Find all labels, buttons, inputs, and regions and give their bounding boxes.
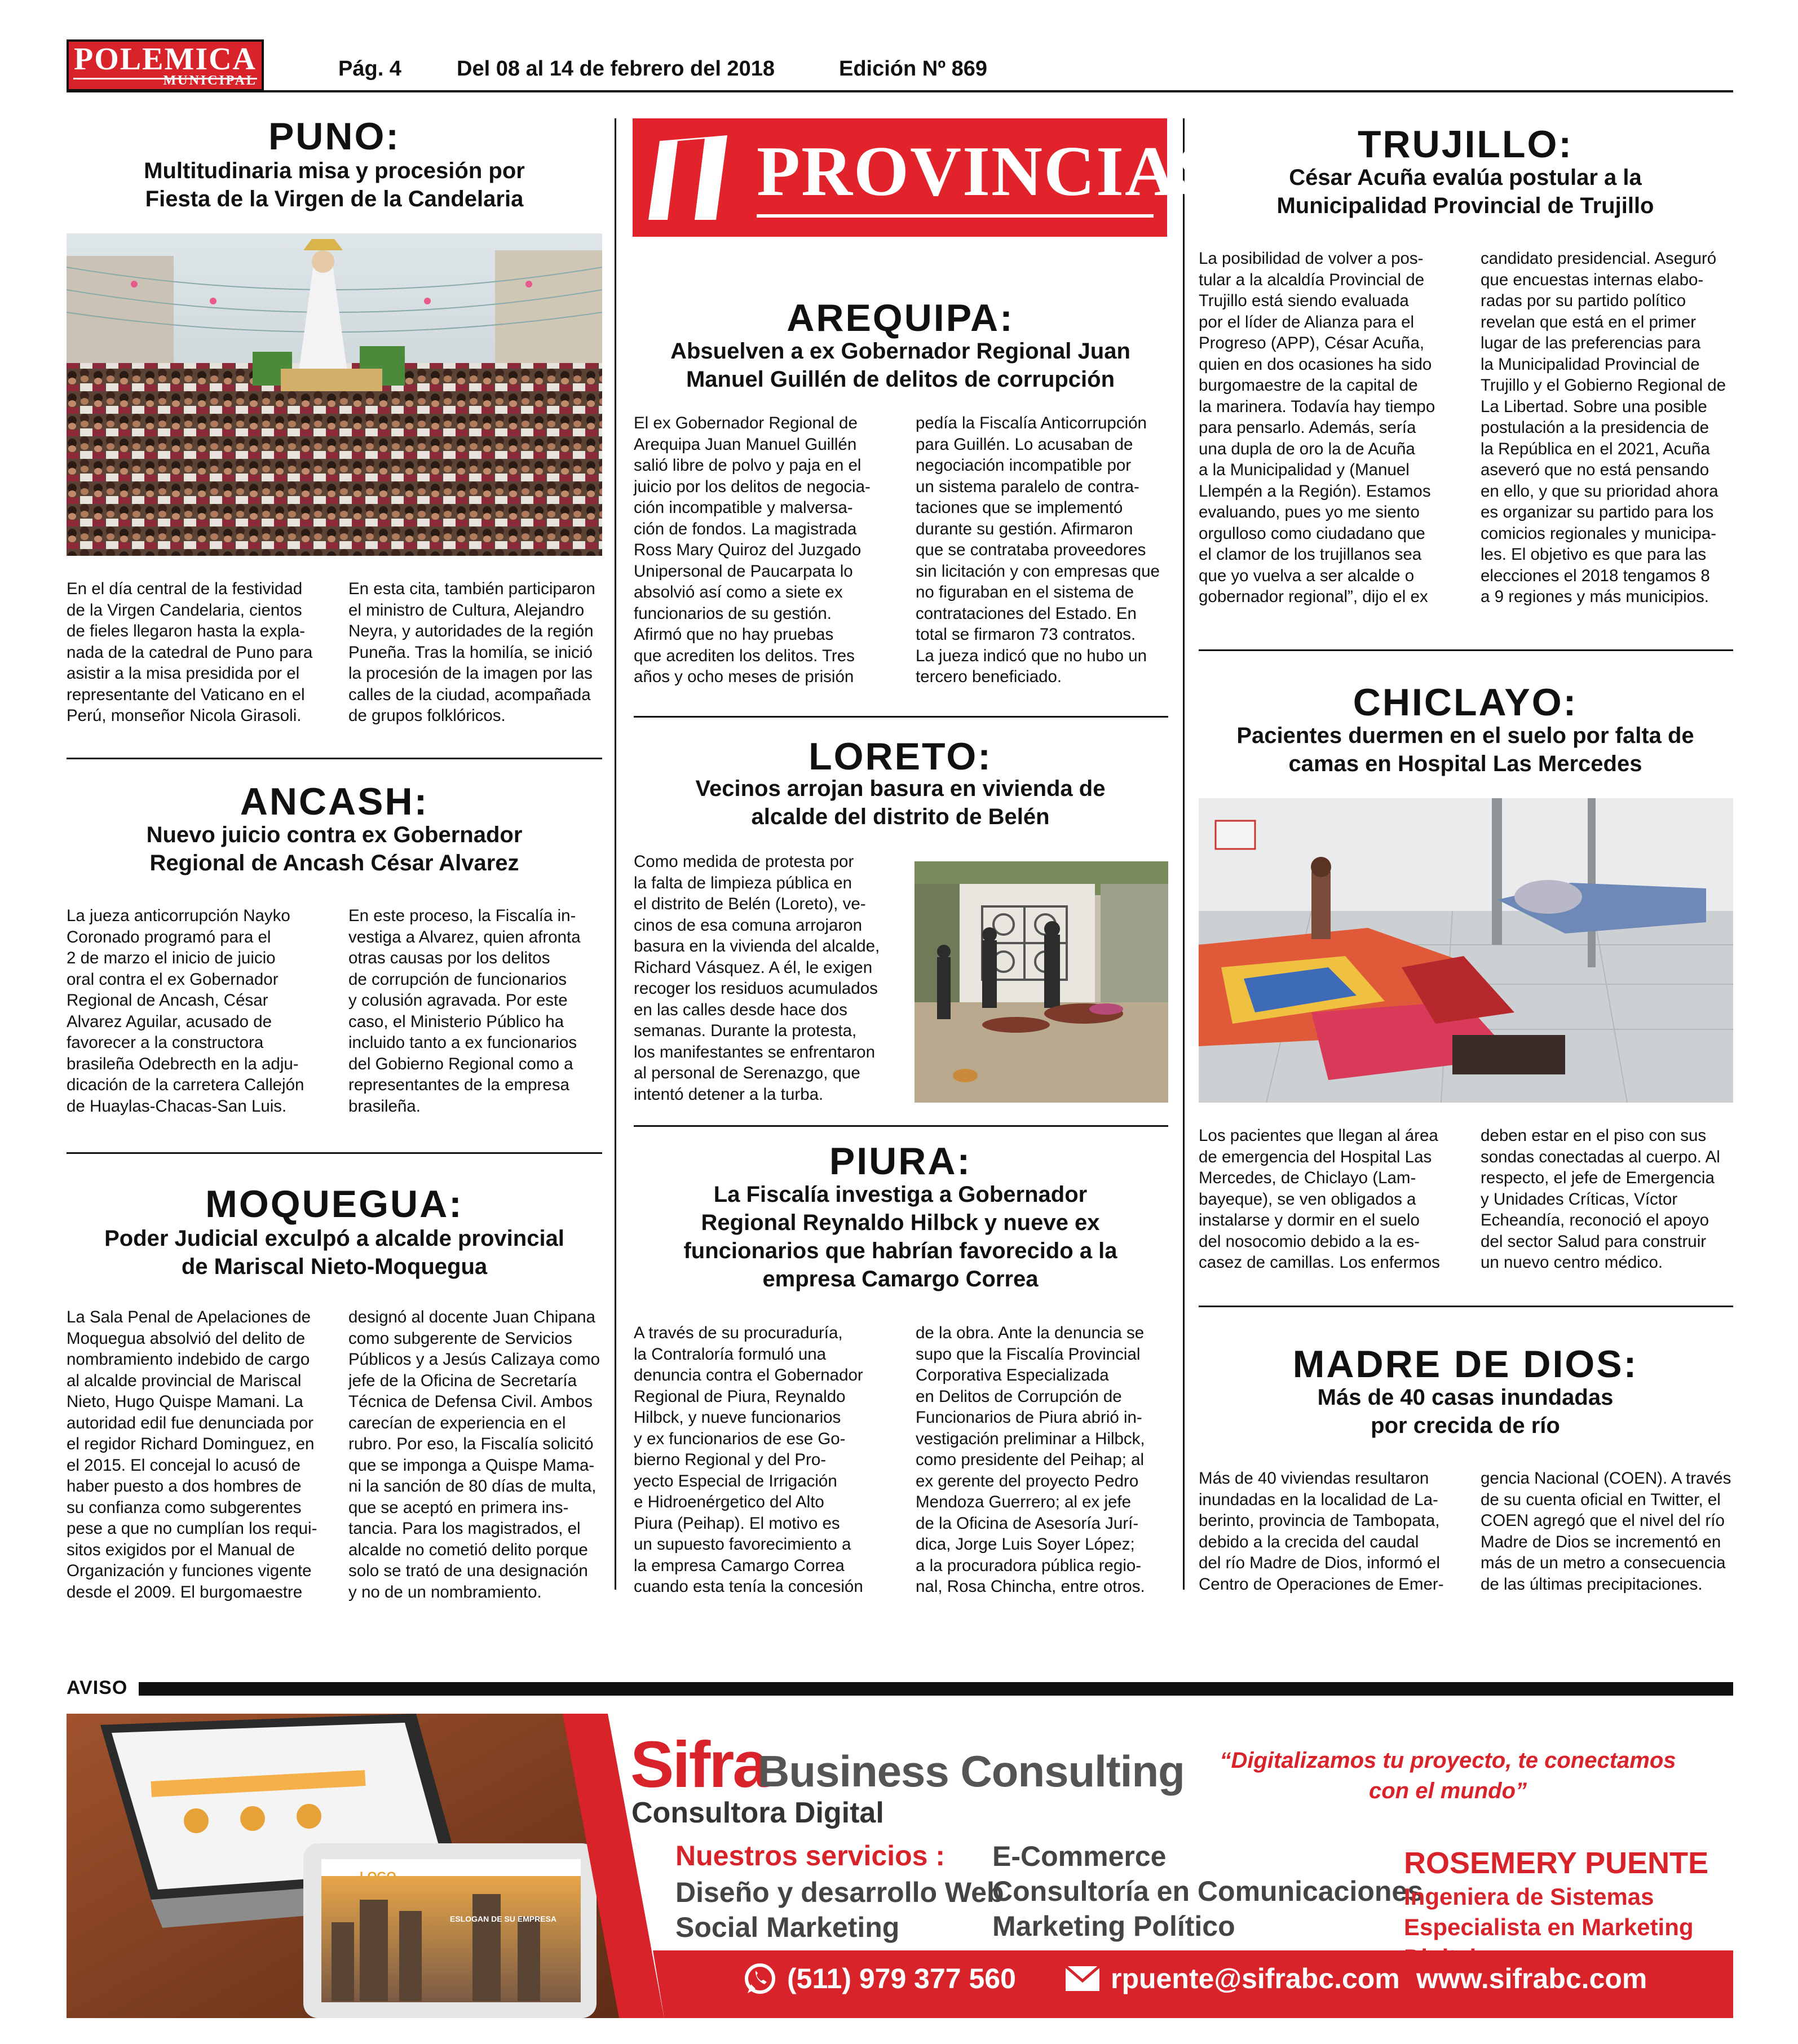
section-place-trujillo: TRUJILLO: — [1357, 123, 1574, 166]
mockup-logo-text: LOGO — [360, 1869, 396, 1883]
headline-loreto: Vecinos arrojan basura en vivienda de alcalde del distrito de Belén — [695, 776, 1106, 829]
ad-website[interactable]: www.sifrabc.com — [1416, 1963, 1647, 1994]
section-place-puno: PUNO: — [268, 115, 401, 158]
ad-services-title: Nuestros servicios : — [675, 1840, 945, 1872]
article-body-puno-col1: En el día central de la festividad de la Virgen Candelaria, cientos de fieles llegaron hasta la expla- nada de la catedral de Puno para asistir a la misa presidida por el representante del Vaticano en el Perú, monseñor Nicola Girasoli. — [67, 579, 313, 725]
section-place-piura: PIURA: — [829, 1140, 972, 1183]
section-banner-text: PROVINCIAS — [757, 132, 1218, 211]
flag-icon — [643, 135, 733, 220]
article-divider — [634, 716, 1168, 718]
photo-puno-procession — [67, 233, 602, 556]
section-place-ancash: ANCASH: — [240, 780, 429, 823]
headline-ancash: Nuevo juicio contra ex Gobernador Regional de Ancash César Alvarez — [146, 822, 523, 875]
column-divider — [1183, 118, 1185, 1590]
headline-moquegua: Poder Judicial exculpó a alcalde provincial de Mariscal Nieto-Moquegua — [104, 1226, 564, 1279]
section-place-moquegua: MOQUEGUA: — [205, 1183, 463, 1225]
ad-subtitle: Consultora Digital — [631, 1797, 884, 1829]
headline-chiclayo: Pacientes duermen en el suelo por falta de camas en Hospital Las Mercedes — [1236, 723, 1694, 776]
article-body-chiclayo-col2: deben estar en el piso con sus sondas conectadas al cuerpo. Al respecto, el jefe de Emergencia y Unidades Críticas, Víctor Echeandía, reconoció el apoyo del sector Salud para construir un nuevo centro médico. — [1481, 1126, 1720, 1272]
advertisement-label: AVISO — [67, 1677, 128, 1698]
ad-person-role: Ingeniera de Sistemas Especialista en Marketing Digital — [1404, 1883, 1694, 1971]
email-icon — [1064, 1965, 1101, 1992]
ad-email[interactable]: rpuente@sifrabc.com — [1111, 1963, 1400, 1994]
edition-number: Edición Nº 869 — [839, 57, 988, 81]
article-body-ancash-col2: En este proceso, la Fiscalía in- vestiga a Alvarez, quien afronta otras causas por los delitos de corrupción de funcionarios y colusión agravada. Por este caso, el Ministerio Público ha incluido tanto a ex funcionarios del Gobierno Regional como a representantes de la empresa brasileña. — [348, 906, 581, 1116]
article-body-piura-col2: de la obra. Ante la denuncia se supo que la Fiscalía Provincial Corporativa Especializada en Delitos de Corrupción de Funcionarios de Piura abrió in- vestigación preliminar a Hilbck, como presidente del Peihap; al ex gerente del proyecto Pedro Mendoza Guerrero; al ex jefe de la Oficina de Asesoría Jurí- dica, Jorge Luis Soyer López; a la procuradora pública regio- nal, Rosa Chincha, entre otros. — [916, 1324, 1145, 1596]
article-body-arequipa-col2: pedía la Fiscalía Anticorrupción para Guillén. Lo acusaban de negociación incompatible por un sistema paralelo de contra- taciones que se implementó durante su gestión. Afirmaron que se contrataba proveedores sin licitación y con empresas que no figuraban en el sistema de contrataciones del Estado. En total se firmaron 73 contratos. La jueza indicó que no hubo un tercero beneficiado. — [916, 414, 1160, 686]
logo-sub-text: MUNICIPAL — [163, 73, 257, 88]
article-body-trujillo-col1: La posibilidad de volver a pos- tular a la alcaldía Provincial de Trujillo está siendo evaluada por el líder de Alianza para el Progreso (APP), César Acuña, quien en dos ocasiones ha sido burgomaestre de la capital de la marinera. Todavía hay tiempo para pensarlo. Además, sería una dupla de oro la de Acuña a la Municipalidad y (Manuel Llempén a la Región). Estamos evaluando, pues yo me siento orgulloso como ciudadano que el clamor de los trujillanos sea que yo vuelva a ser alcalde o gobernador regional”, dijo el ex — [1199, 249, 1435, 606]
article-body-ancash-col1: La jueza anticorrupción Nayko Coronado programó para el 2 de marzo el inicio de juicio oral contra el ex Gobernador Regional de Ancash, César Alvarez Aguilar, acusado de favorecer a la constructora brasileña Odebrecth en la adju- dicación de la carretera Callejón de Huaylas-Chacas-San Luis. — [67, 906, 304, 1116]
logo-main-text: POLEMICA — [74, 42, 257, 77]
page-number: Pág. 4 — [338, 57, 401, 81]
article-body-puno-col2: En esta cita, también participaron el ministro de Cultura, Alejandro Neyra, y autoridades de la región Puneña. Tras la homilía, se inició la procesión de la imagen por las calles de la ciudad, acompañada de grupos folklóricos. — [348, 579, 595, 725]
article-divider — [1199, 649, 1733, 651]
ad-services-list-2: E-Commerce Consultoría en Comunicaciones Marketing Político — [992, 1841, 1424, 1942]
advertisement-label-bar — [67, 1677, 1733, 1698]
section-place-arequipa: AREQUIPA: — [787, 297, 1014, 339]
section-place-madre-de-dios: MADRE DE DIOS: — [1292, 1343, 1638, 1386]
headline-puno: Multitudinaria misa y procesión por Fiesta de la Virgen de la Candelaria — [144, 158, 525, 211]
mockup-slogan-text: ESLOGAN DE SU EMPRESA — [450, 1914, 557, 1923]
photo-loreto-garbage-house — [915, 861, 1168, 1103]
article-body-moquegua-col1: La Sala Penal de Apelaciones de Moquegua absolvió del delito de nombramiento indebido de cargo al alcalde provincial de Mariscal Nieto, Hugo Quispe Mamani. La autoridad edil fue denunciada por el regidor Richard Dominguez, en el 2015. El concejal lo acusó de haber puesto a dos hombres de su confianza como subgerentes pese a que no cumplían los requi- sitos exigidos por el Manual de Organización y funciones vigente desde el 2009. El burgomaestre — [67, 1308, 317, 1601]
ad-brand-rest: Business Consulting — [758, 1746, 1185, 1796]
photo-chiclayo-hospital — [1199, 798, 1733, 1103]
article-body-madre-de-dios-col2: gencia Nacional (COEN). A través de su cuenta oficial en Twitter, el COEN agregó que el nivel del río Madre de Dios se incrementó en más de un metro a consecuencia de las últimas precipitaciones. — [1481, 1469, 1731, 1594]
header-divider — [67, 90, 1733, 92]
article-body-arequipa-col1: El ex Gobernador Regional de Arequipa Juan Manuel Guillén salió libre de polvo y paja en el juicio por los delitos de negocia- ción incompatible y malversa- ción de fondos. La magistrada Ross Mary Quiroz del Juzgado Unipersonal de Paucarpata lo absolvió así como a siete ex funcionarios de su gestión. Afirmó que no hay pruebas que acrediten los delitos. Tres años y ocho meses de prisión — [634, 414, 871, 686]
column-divider — [615, 118, 616, 1590]
article-divider — [1199, 1306, 1733, 1307]
article-body-trujillo-col2: candidato presidencial. Aseguró que encuestas internas elabo- radas por su partido político revelan que está en el primer lugar de las preferencias para la Municipalidad Provincial de Trujillo y el Gobierno Regional de La Libertad. Sobre una posible postulación a la presidencia de la República en el 2021, Acuña aseveró que no está pensando en ello, y que su prioridad ahora es organizar su partido para los comicios regionales y municipa- les. El objetivo es que para las elecciones el 2018 tengamos 8 a 9 regiones y más municipios. — [1481, 249, 1726, 606]
headline-piura: La Fiscalía investiga a Gobernador Regional Reynaldo Hilbck y nueve ex funcionarios que habrían favorecido a la empresa Camargo Correa — [683, 1182, 1117, 1291]
article-body-loreto: Como medida de protesta por la falta de limpieza pública en el distrito de Belén (Loreto), ve- cinos de esa comuna arrojaron basura en la vivienda del alcalde, Richard Vásquez. A él, le exigen recoger los residuos acumulados en las calles desde hace dos semanas. Durante la protesta, los manifestantes se enfrentaron al personal de Serenazgo, que intentó detener a la turba. — [634, 852, 880, 1104]
headline-madre-de-dios: Más de 40 casas inundadas por crecida de río — [1317, 1385, 1614, 1438]
section-banner-provincias — [633, 118, 1218, 237]
issue-date: Del 08 al 14 de febrero del 2018 — [457, 57, 775, 81]
article-divider — [67, 758, 602, 759]
ad-services-list-1: Diseño y desarrollo Web Social Marketing — [675, 1877, 1004, 1943]
article-body-moquegua-col2: designó al docente Juan Chipana como subgerente de Servicios Públicos y a Jesús Calizaya como jefe de la Oficina de Secretaría Técnica de Defensa Civil. Ambos carecían de experiencia en el rubro. Por eso, la Fiscalía solicitó que se imponga a Quispe Mama- ni la sanción de 80 días de multa, que se aceptó en primera ins- tancia. Para los magistrados, el alcalde no cometió delito porque solo se trató de una designación y no de un nombramiento. — [348, 1308, 600, 1601]
article-divider — [634, 1125, 1168, 1127]
newspaper-logo — [67, 39, 264, 91]
advertisement-sifra — [67, 1714, 1733, 2018]
article-divider — [67, 1152, 602, 1154]
section-place-loreto: LORETO: — [809, 735, 992, 778]
ad-brand: Sifra — [630, 1728, 767, 1801]
headline-arequipa: Absuelven a ex Gobernador Regional Juan Manuel Guillén de delitos de corrupción — [670, 339, 1130, 392]
ad-slogan: “Digitalizamos tu proyecto, te conectamos con el mundo” — [1220, 1748, 1676, 1803]
article-body-piura-col1: A través de su procuraduría, la Contraloría formuló una denuncia contra el Gobernador Regional de Piura, Reynaldo Hilbck, y nueve funcionarios y ex funcionarios de ese Go- bierno Regional y del Pro- yecto Especial de Irrigación e Hidroenérgetico del Alto Piura (Peihap). El motivo es un supuesto favorecimiento a la empresa Camargo Correa cuando esta tenía la concesión — [634, 1324, 863, 1596]
article-body-chiclayo-col1: Los pacientes que llegan al área de emergencia del Hospital Las Mercedes, de Chiclayo (Lam- bayeque), se ven obligados a instalarse y dormir en el suelo del nosocomio debido a la es- casez de camillas. Los enfermos — [1199, 1126, 1440, 1272]
article-body-madre-de-dios-col1: Más de 40 viviendas resultaron inundadas en la localidad de La- berinto, provincia de Tambopata, debido a la crecida del caudal del río Madre de Dios, informó el Centro de Operaciones de Emer- — [1199, 1469, 1444, 1594]
ad-phone[interactable]: (511) 979 377 560 — [787, 1963, 1016, 1994]
section-place-chiclayo: CHICLAYO: — [1353, 681, 1578, 724]
ad-person-name: ROSEMERY PUENTE — [1404, 1846, 1709, 1880]
whatsapp-icon — [743, 1962, 777, 1996]
headline-trujillo: César Acuña evalúa postular a la Municipalidad Provincial de Trujillo — [1276, 165, 1654, 218]
